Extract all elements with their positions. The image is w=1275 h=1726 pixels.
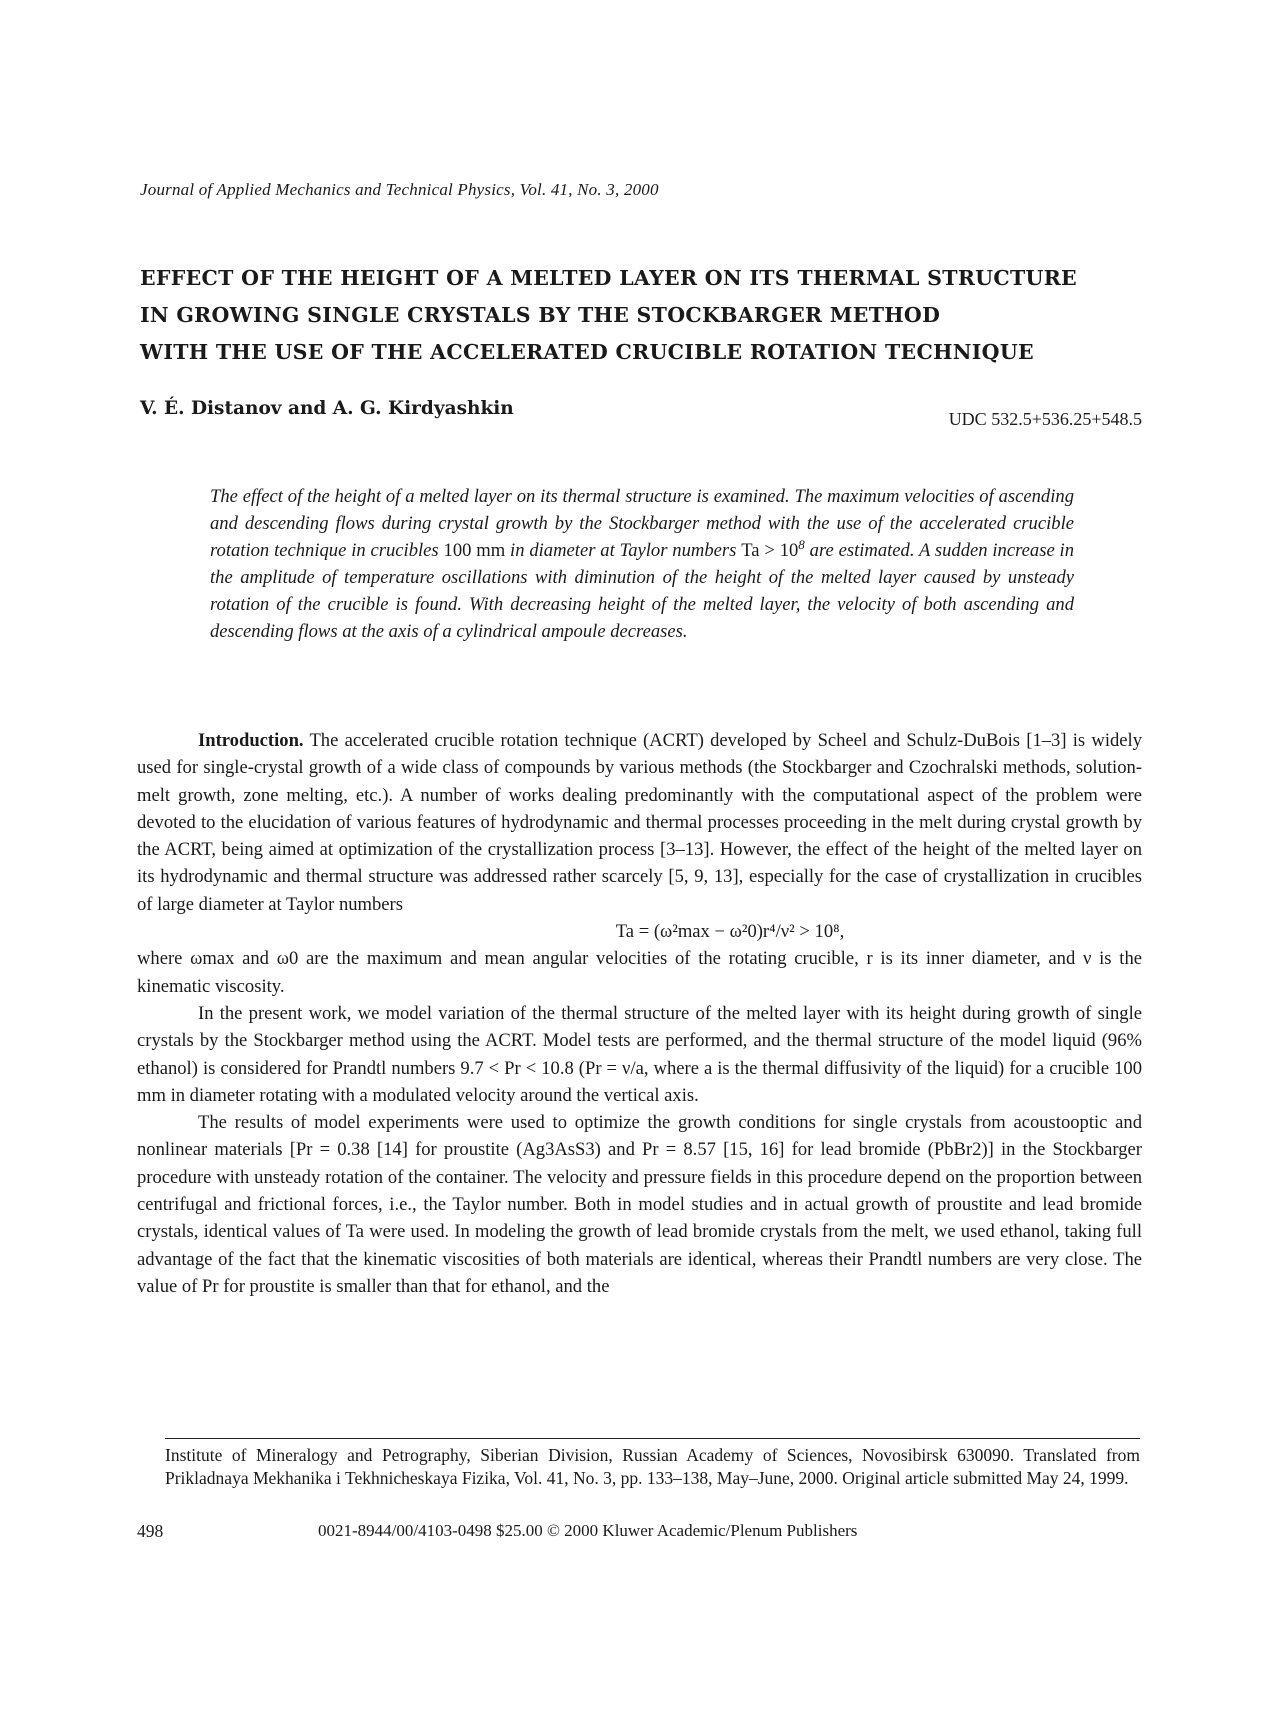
title-line: EFFECT OF THE HEIGHT OF A MELTED LAYER ON ITS THERMAL STRUCTURE bbox=[140, 266, 1077, 290]
body-text bbox=[137, 727, 1142, 1300]
authors: V. É. Distanov and A. G. Kirdyashkin bbox=[140, 398, 514, 419]
abstract-taylor: Ta > 10 bbox=[741, 540, 799, 561]
article-title bbox=[140, 260, 1140, 371]
paragraph bbox=[137, 727, 1142, 918]
paragraph: where ωmax and ω0 are the maximum and mean angular velocities of the rotating crucible, r is its inner diameter, and ν is the kinematic viscosity. bbox=[137, 948, 1142, 997]
abstract-size: 100 mm bbox=[443, 540, 506, 561]
paragraph: The results of model experiments were used to optimize the growth conditions for single crystals from acoustooptic and nonlinear materials [Pr = 0.38 [14] for proustite (Ag3AsS3) and Pr = 8.57 [15, 16] for lead bromide (PbBr2)] in the Stockbarger procedure with unsteady rotation of the container. The velocity and pressure fields in this procedure depend on the proportion between centrifugal and frictional forces, i.e., the Taylor number. Both in model studies and in actual growth of proustite and lead bromide crystals, identical values of Ta were used. In modeling the growth of lead bromide crystals from the melt, we used ethanol, taking full advantage of the fact that the kinematic viscosities of both materials are identical, whereas their Prandtl numbers are very close. The value of Pr for proustite is smaller than that for ethanol, and the bbox=[137, 1112, 1142, 1297]
paragraph-text: The accelerated crucible rotation technique (ACRT) developed by Scheel and Schulz-DuBois [1–3] is widely used for single-crystal growth of a wide class of compounds by various methods (the Stockbarger and Czochralski methods, solution-melt growth, zone melting, etc.). A number of works dealing predominantly with the computational aspect of the problem were devoted to the elucidation of various features of hydrodynamic and thermal processes proceeding in the melt during crystal growth by the ACRT, being aimed at optimization of the crystallization process [3–13]. However, the effect of the height of the melted layer on its hydrodynamic and thermal structure was addressed rather scarcely [5, 9, 13], especially for the case of crystallization in crucibles of large diameter at Taylor numbers bbox=[137, 730, 1142, 915]
journal-citation: Journal of Applied Mechanics and Technical Physics, Vol. 41, No. 3, 2000 bbox=[140, 180, 659, 199]
copyright-line: 0021-8944/00/4103-0498 $25.00 © 2000 Kluwer Academic/Plenum Publishers bbox=[318, 1521, 858, 1540]
section-heading: Introduction. bbox=[198, 730, 304, 751]
page-number: 498 bbox=[137, 1521, 164, 1541]
footnote: Institute of Mineralogy and Petrography, Siberian Division, Russian Academy of Sciences, Novosibirsk 630090. Translated from Prikladnaya Mekhanika i Tekhnicheskaya Fizika, Vol. 41, No. 3, pp. 133–138, May–June, 2000. Original article submitted May 24, 1999. bbox=[165, 1445, 1140, 1488]
udc-code: UDC 532.5+536.25+548.5 bbox=[948, 409, 1142, 429]
abstract bbox=[210, 483, 1074, 645]
abstract-taylor-exponent: 8 bbox=[798, 536, 805, 552]
footnote-divider bbox=[165, 1438, 1140, 1439]
paragraph: In the present work, we model variation of the thermal structure of the melted layer with its height during growth of single crystals by the Stockbarger method using the ACRT. Model tests are performed, and the thermal structure of the model liquid (96% ethanol) is considered for Prandtl numbers 9.7 < Pr < 10.8 (Pr = ν/a, where a is the thermal diffusivity of the liquid) for a crucible 100 mm in diameter rotating with a modulated velocity around the vertical axis. bbox=[137, 1002, 1142, 1106]
title-line: WITH THE USE OF THE ACCELERATED CRUCIBLE ROTATION TECHNIQUE bbox=[140, 340, 1034, 364]
abstract-text: The effect of the height of a melted layer on its thermal structure is examined. The maximum velocities of ascending and descending flows during crystal growth by the Stockbarger method with the use of the accelerated crucible rotation technique in crucibles bbox=[210, 486, 1074, 561]
equation: Ta = (ω²max − ω²0)r⁴/ν² > 10⁸, bbox=[615, 921, 845, 943]
abstract-text: in diameter at Taylor numbers bbox=[505, 540, 742, 561]
title-line: IN GROWING SINGLE CRYSTALS BY THE STOCKBARGER METHOD bbox=[140, 303, 941, 327]
abstract-text: are estimated. A sudden increase in the amplitude of temperature oscillations with diminution of the height of the melted layer caused by unsteady rotation of the crucible is found. With decreasing height of the melted layer, the velocity of both ascending and descending flows at the axis of a cylindrical ampoule decreases. bbox=[210, 540, 1075, 642]
